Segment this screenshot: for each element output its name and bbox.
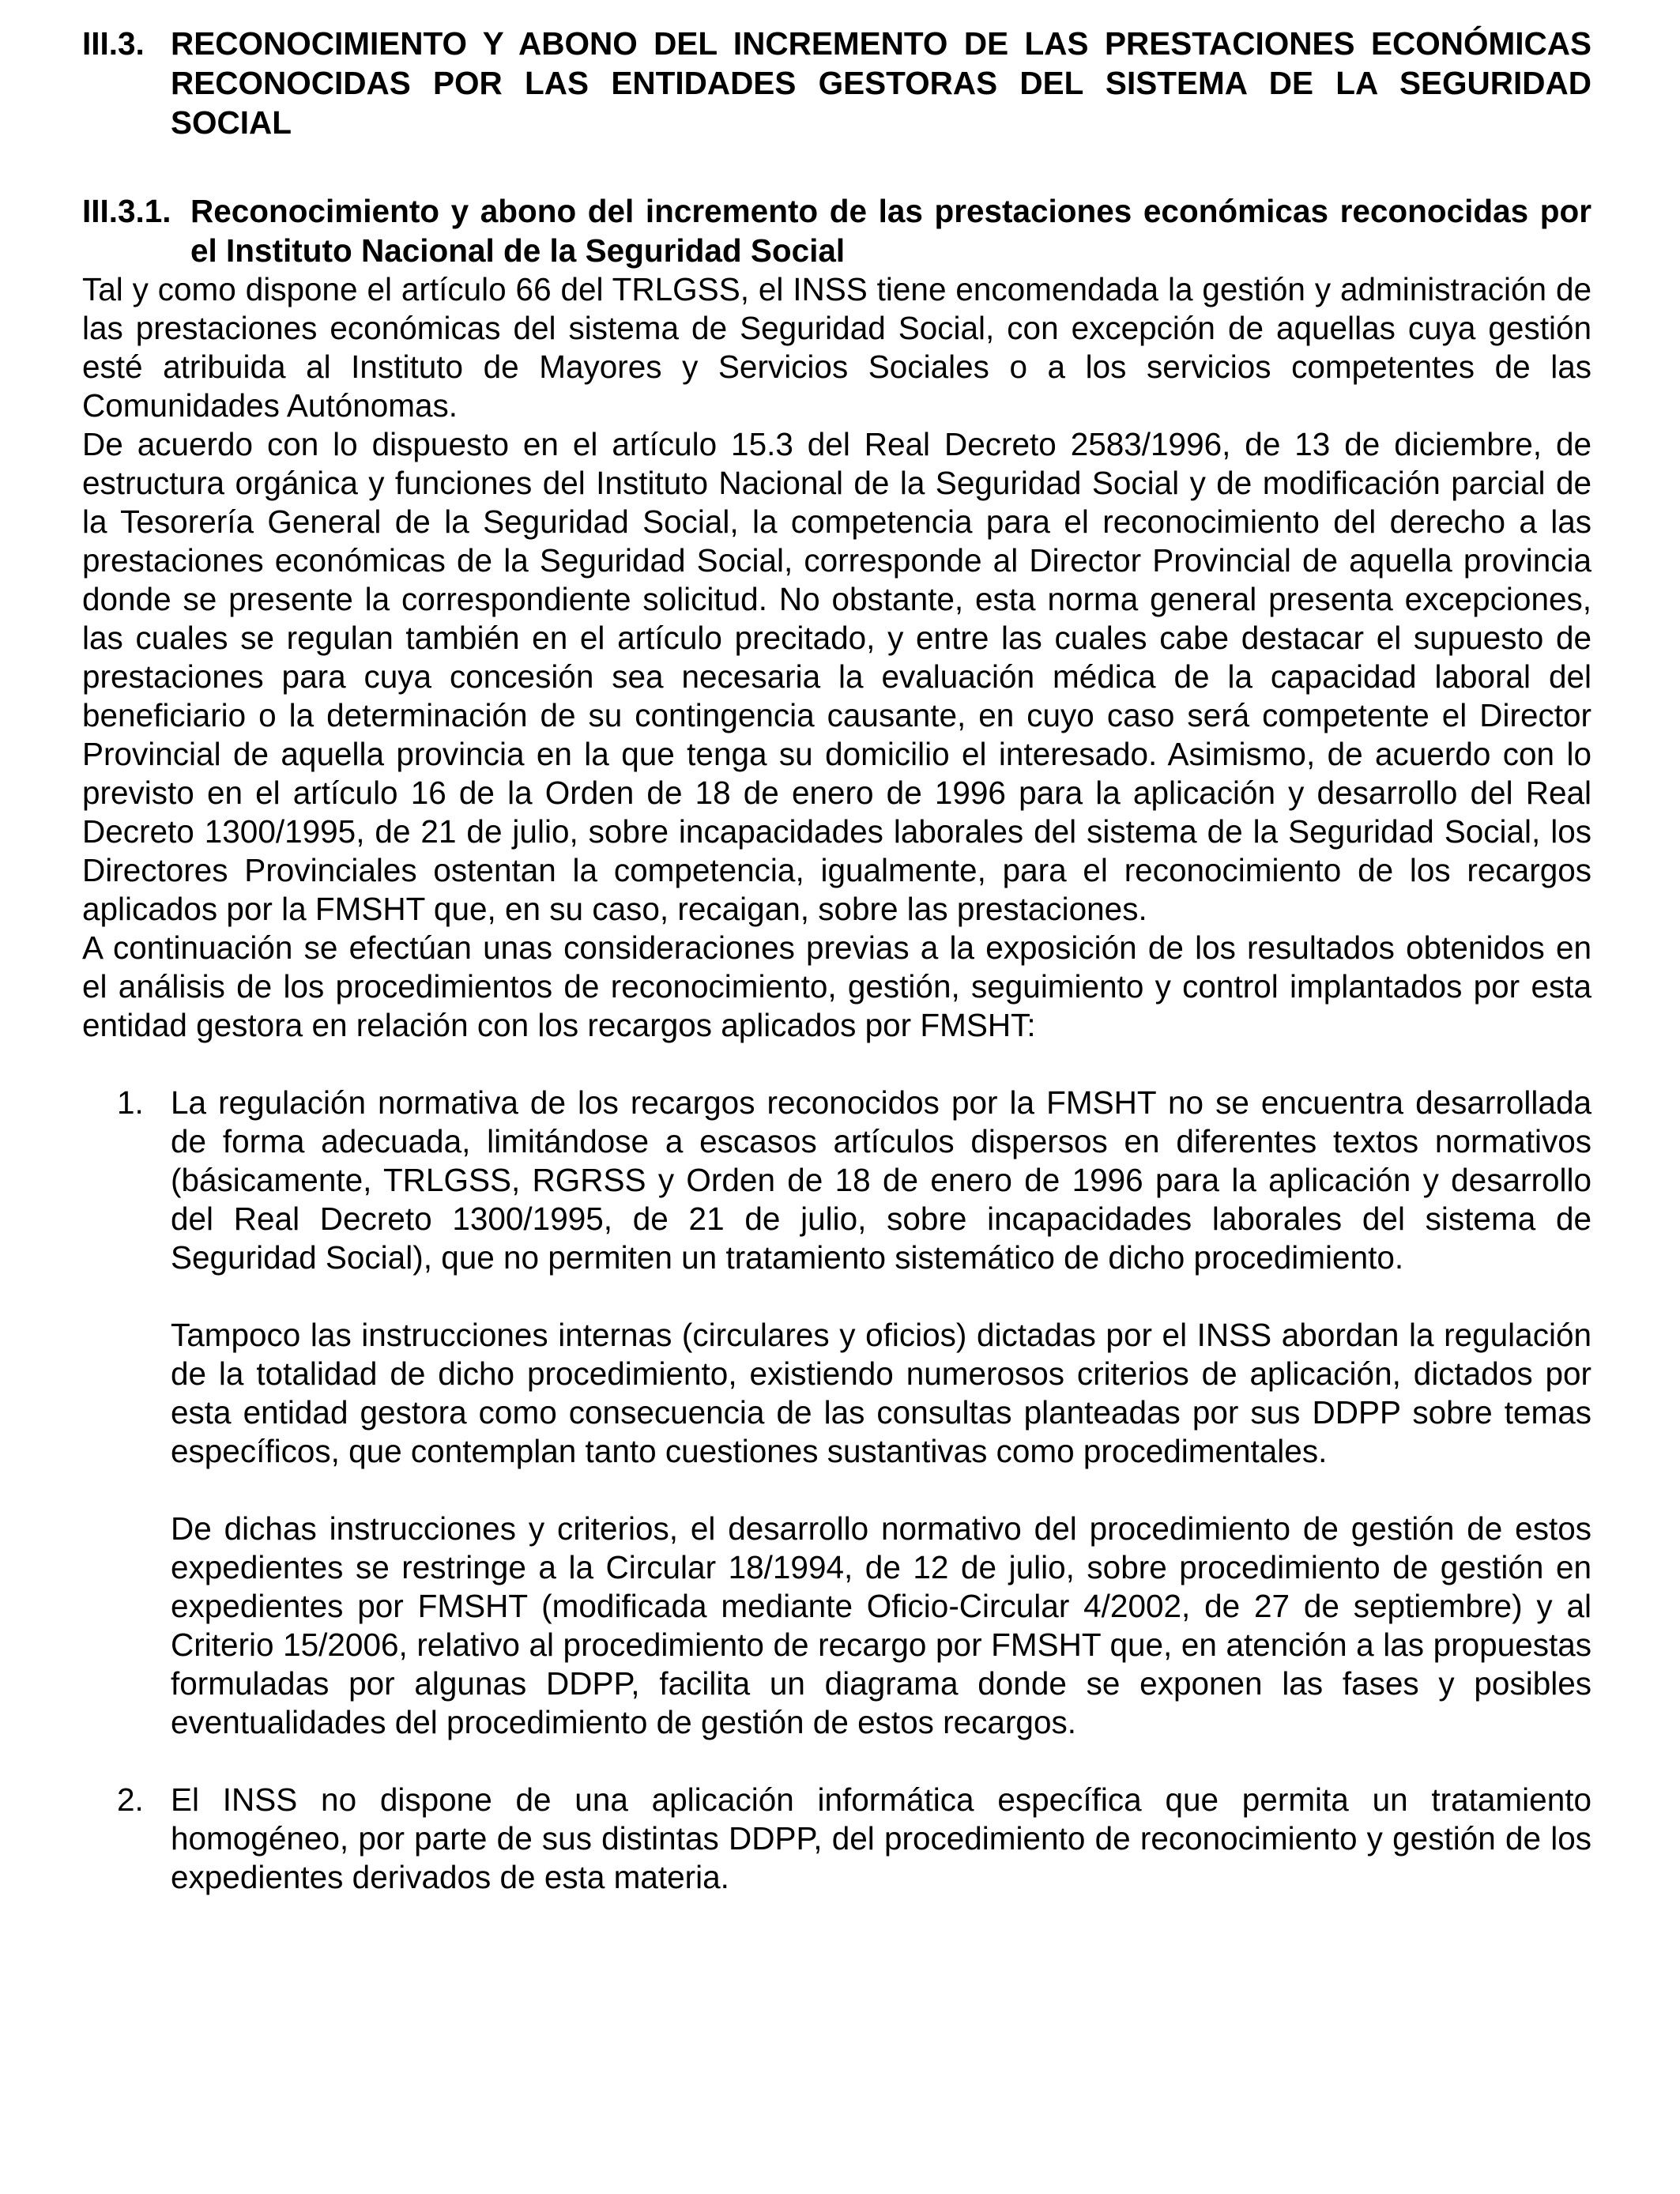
list-item-content bbox=[171, 1084, 1591, 1742]
paragraph-inss-competence: Tal y como dispone el artículo 66 del TRLGSS, el INSS tiene encomendada la gestión y administración de las prestaciones económicas del sistema de Seguridad Social, con excepción de aquellas cuya gestión esté atribuida al Instituto de Mayores y Servicios Sociales o a los servicios competentes de las Comunidades Autónomas. bbox=[82, 271, 1591, 424]
list-item bbox=[82, 1781, 1591, 1897]
list-item-marker: 1. bbox=[117, 1084, 144, 1121]
paragraph-provincial-director: De acuerdo con lo dispuesto en el artículo 15.3 del Real Decreto 2583/1996, de 13 de diciembre, de estructura orgánica y funciones del Instituto Nacional de la Seguridad Social y de modificación parcial de la Tesorería General de la Seguridad Social, la competencia para el reconocimiento del derecho a las prestaciones económicas de la Seguridad Social, corresponde al Director Provincial de aquella provincia donde se presente la correspondiente solicitud. No obstante, esta norma general presenta excepciones, las cuales se regulan también en el artículo precitado, y entre las cuales cabe destacar el supuesto de prestaciones para cuya concesión sea necesaria la evaluación médica de la capacidad laboral del beneficiario o la determinación de su contingencia causante, en cuyo caso será competente el Director Provincial de aquella provincia en la que tenga su domicilio el interesado. Asimismo, de acuerdo con lo previsto en el artículo 16 de la Orden de 18 de enero de 1996 para la aplicación y desarrollo del Real Decreto 1300/1995, de 21 de julio, sobre incapacidades laborales del sistema de la Seguridad Social, los Directores Provinciales ostentan la competencia, igualmente, para el reconocimiento de los recargos aplicados por la FMSHT que, en su caso, recaigan, sobre las prestaciones. bbox=[82, 426, 1591, 927]
list-paragraph: La regulación normativa de los recargos reconocidos por la FMSHT no se encuentra desarrollada de forma adecuada, limitándose a escasos artículos dispersos en diferentes textos normativos (básicamente, TRLGSS, RGRSS y Orden de 18 de enero de 1996 para la aplicación y desarrollo del Real Decreto 1300/1995, de 21 de julio, sobre incapacidades laborales del sistema de Seguridad Social), que no permiten un tratamiento sistemático de dicho procedimiento. bbox=[171, 1084, 1591, 1276]
subsection-heading bbox=[82, 191, 1591, 270]
list-item-marker: 2. bbox=[117, 1781, 144, 1818]
section-heading bbox=[82, 24, 1591, 142]
document-page bbox=[82, 24, 1591, 1897]
subsection-number: III.3.1. bbox=[82, 193, 171, 229]
list-item bbox=[82, 1084, 1591, 1742]
list-paragraph: El INSS no dispone de una aplicación informática específica que permita un tratamiento homogéneo, por parte de sus distintas DDPP, del procedimiento de reconocimiento y gestión de los expedientes derivados de esta materia. bbox=[171, 1781, 1591, 1895]
list-paragraph: De dichas instrucciones y criterios, el desarrollo normativo del procedimiento de gestión de estos expedientes se restringe a la Circular 18/1994, de 12 de julio, sobre procedimiento de gestión en expedientes por FMSHT (modificada mediante Oficio-Circular 4/2002, de 27 de septiembre) y al Criterio 15/2006, relativo al procedimiento de recargo por FMSHT que, en atención a las propuestas formuladas por algunas DDPP, facilita un diagrama donde se exponen las fases y posibles eventualidades del procedimiento de gestión de estos recargos. bbox=[171, 1510, 1591, 1740]
list-paragraph: Tampoco las instrucciones internas (circulares y oficios) dictadas por el INSS abordan la regulación de la totalidad de dicho procedimiento, existiendo numerosos criterios de aplicación, dictados por esta entidad gestora como consecuencia de las consultas planteadas por sus DDPP sobre temas específicos, que contemplan tanto cuestiones sustantivas como procedimentales. bbox=[171, 1317, 1591, 1469]
section-number: III.3. bbox=[82, 25, 145, 62]
list-item-content bbox=[171, 1781, 1591, 1897]
section-title: RECONOCIMIENTO Y ABONO DEL INCREMENTO DE LAS PRESTACIONES ECONÓMICAS RECONOCIDAS POR LAS ENTIDADES GESTORAS DEL SISTEMA DE LA SEGURIDAD SOCIAL bbox=[171, 25, 1591, 141]
subsection-title: Reconocimiento y abono del incremento de las prestaciones económicas reconocidas por el Instituto Nacional de la Seguridad Social bbox=[190, 193, 1591, 269]
considerations-list bbox=[82, 1084, 1591, 1897]
paragraph-considerations-intro: A continuación se efectúan unas consideraciones previas a la exposición de los resultados obtenidos en el análisis de los procedimientos de reconocimiento, gestión, seguimiento y control implantados por esta entidad gestora en relación con los recargos aplicados por FMSHT: bbox=[82, 929, 1591, 1043]
